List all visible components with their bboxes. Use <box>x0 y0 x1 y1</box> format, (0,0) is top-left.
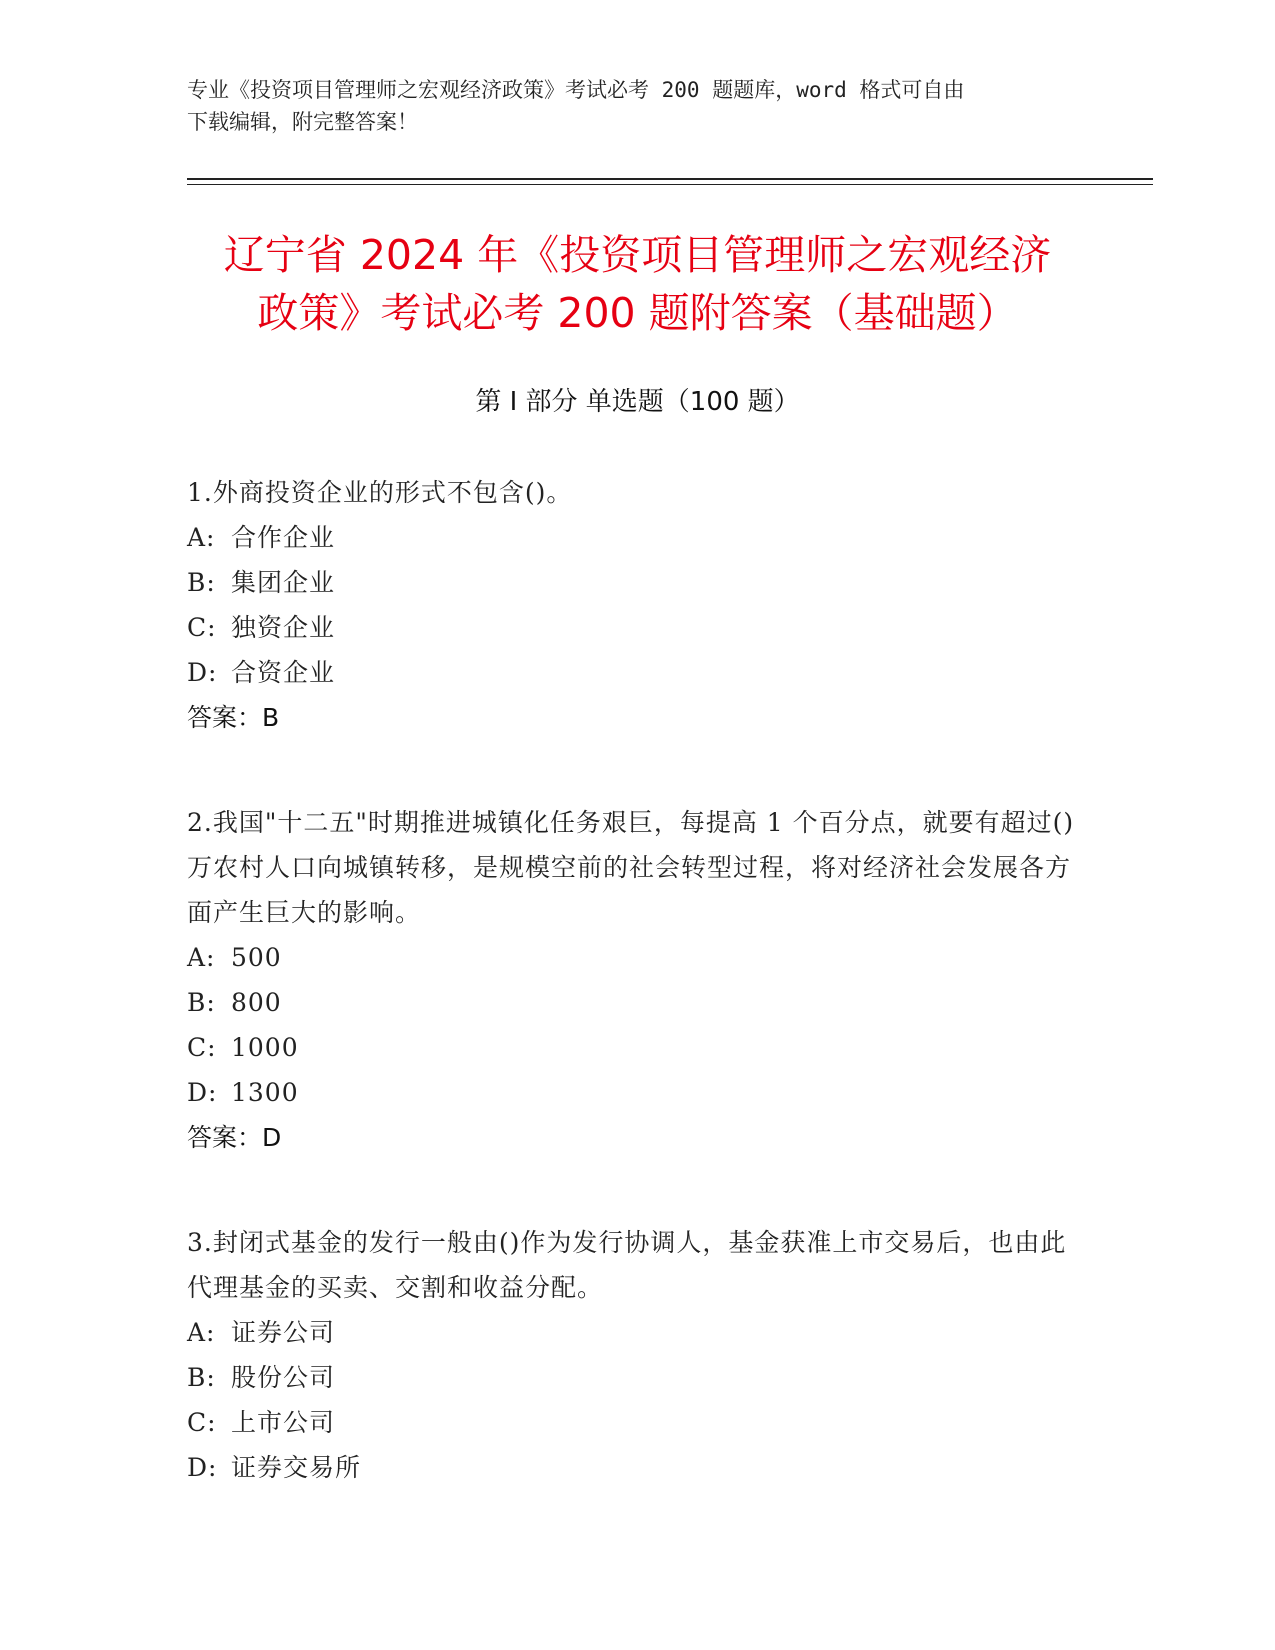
option-text: 合资企业 <box>231 658 336 687</box>
option-key: B: <box>187 988 216 1017</box>
option-key: A: <box>187 523 216 552</box>
option-row <box>187 1445 1077 1490</box>
option-text: 上市公司 <box>231 1408 336 1437</box>
question-block <box>187 1220 1077 1490</box>
option-text: 证券交易所 <box>231 1453 362 1482</box>
document-title-line-1: 辽宁省 2024 年《投资项目管理师之宏观经济 <box>223 231 1052 279</box>
question-text: 1.外商投资企业的形式不包含()。 <box>187 478 573 507</box>
option-row <box>187 1310 1077 1355</box>
option-key: D: <box>187 1078 218 1107</box>
header-note-line-2: 下载编辑，附完整答案！ <box>187 110 418 134</box>
option-row <box>187 1400 1077 1445</box>
option-row <box>187 935 1077 980</box>
option-row <box>187 1355 1077 1400</box>
option-text: 500 <box>231 943 282 972</box>
question-block <box>187 800 1077 1160</box>
option-key: C: <box>187 1408 217 1437</box>
option-row <box>187 650 1077 695</box>
document-title-line-2: 政策》考试必考 200 题附答案（基础题） <box>257 289 1018 337</box>
option-key: A: <box>187 1318 216 1347</box>
option-text: 800 <box>231 988 282 1017</box>
question-text: 2.我国"十二五"时期推进城镇化任务艰巨，每提高 1 个百分点，就要有超过()万农村人口向城镇转移，是规模空前的社会转型过程，将对经济社会发展各方面产生巨大的影响。 <box>187 808 1075 927</box>
option-row <box>187 515 1077 560</box>
option-text: 证券公司 <box>231 1318 336 1347</box>
question-block <box>187 470 1077 740</box>
option-text: 股份公司 <box>231 1363 336 1392</box>
option-row <box>187 1025 1077 1070</box>
option-text: 集团企业 <box>231 568 336 597</box>
question-list <box>187 470 1077 1550</box>
header-note-line-1: 专业《投资项目管理师之宏观经济政策》考试必考 200 题题库，word 格式可自由 <box>187 78 965 102</box>
answer-line: 答案：D <box>187 1123 282 1152</box>
option-row <box>187 560 1077 605</box>
option-row <box>187 1070 1077 1115</box>
option-key: D: <box>187 658 218 687</box>
option-key: A: <box>187 943 216 972</box>
option-text: 独资企业 <box>231 613 336 642</box>
option-text: 1000 <box>231 1033 299 1062</box>
option-row <box>187 605 1077 650</box>
option-key: C: <box>187 613 217 642</box>
option-key: B: <box>187 568 216 597</box>
answer-line: 答案：B <box>187 703 280 732</box>
option-key: C: <box>187 1033 217 1062</box>
section-heading: 第 I 部分 单选题（100 题） <box>475 387 800 417</box>
header-note <box>187 74 1067 138</box>
option-key: B: <box>187 1363 216 1392</box>
option-text: 1300 <box>231 1078 299 1107</box>
header-rule-thick <box>187 178 1153 180</box>
option-key: D: <box>187 1453 218 1482</box>
header-rule-thin <box>187 184 1153 185</box>
option-text: 合作企业 <box>231 523 336 552</box>
document-title <box>150 226 1125 342</box>
question-text: 3.封闭式基金的发行一般由()作为发行协调人，基金获准上市交易后，也由此代理基金的买卖、交割和收益分配。 <box>187 1228 1067 1302</box>
option-row <box>187 980 1077 1025</box>
